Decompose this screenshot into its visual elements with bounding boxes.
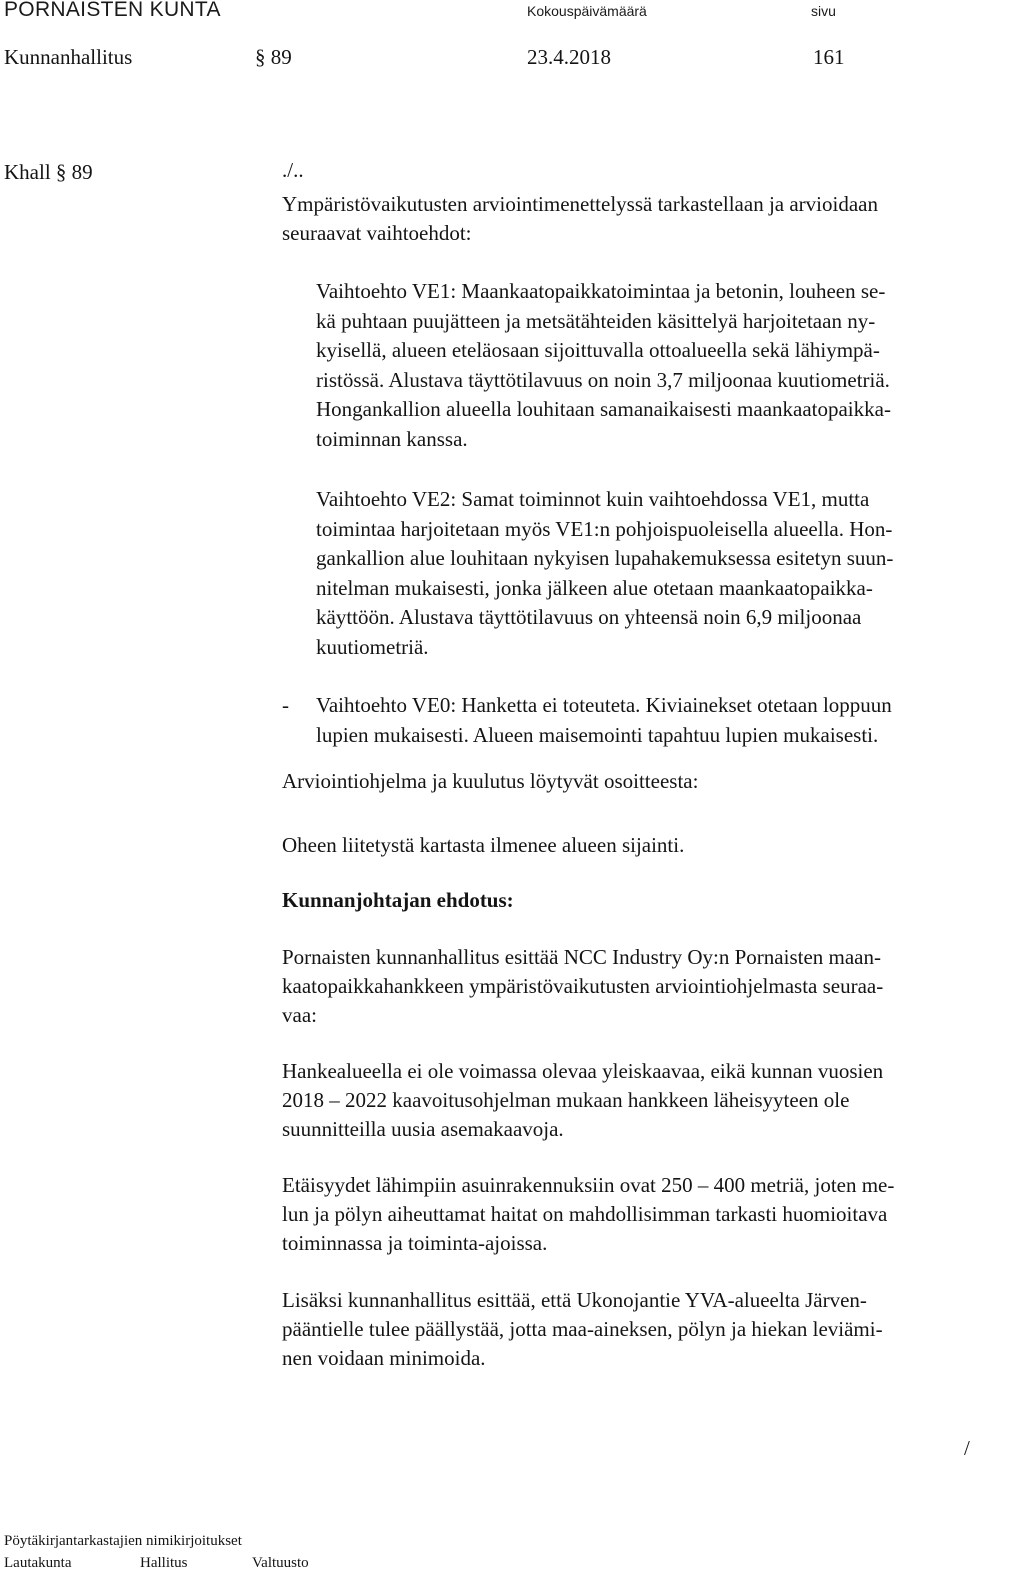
signature-hallitus: Hallitus — [140, 1555, 188, 1571]
date-label: Kokouspäivämäärä — [527, 3, 647, 19]
proposal-heading: Kunnanjohtajan ehdotus: — [282, 888, 514, 912]
proposal-paragraph-3: Etäisyydet lähimpiin asuinrakennuksiin ovat 250 – 400 metriä, joten me- lun ja pölyn aiheuttamat haitat on mahdollisimman tarkasti huomioitava toiminnassa ja toiminta-ajoissa. — [282, 1173, 895, 1255]
continues-mark: / — [964, 1436, 970, 1460]
intro-paragraph: Ympäristövaikutusten arviointimenettelyssä tarkastellaan ja arvioidaan seuraavat vaihtoehdot: — [282, 192, 878, 245]
proposal-paragraph-4: Lisäksi kunnanhallitus esittää, että Ukonojantie YVA-alueelta Järven- pääntielle tulee päällystää, jotta maa-aineksen, pölyn ja hiekan leviämi- nen voidaan minimoida. — [282, 1288, 883, 1370]
committee-name: Kunnanhallitus — [4, 45, 133, 69]
option-ve0: Vaihtoehto VE0: Hanketta ei toteuteta. Kiviainekset otetaan loppuun lupien mukaisesti. Alueen maisemointi tapahtuu lupien mukaisesti. — [316, 693, 892, 747]
program-location-paragraph: Arviointiohjelma ja kuulutus löytyvät osoitteesta: — [282, 769, 699, 793]
section-reference: Khall § 89 — [4, 160, 93, 184]
signatures-label: Pöytäkirjantarkastajien nimikirjoitukset — [4, 1533, 242, 1549]
section-number: § 89 — [255, 45, 292, 69]
option-ve1: Vaihtoehto VE1: Maankaatopaikkatoimintaa ja betonin, louheen se- kä puhtaan puujätteen ja metsätähteiden käsittelyä harjoitetaan ny- kyisellä, alueen eteläosaan sijoittuvalla ottoalueella sekä lähiympä- ristössä. Alustava täyttötilavuus on noin 3,7 miljoonaa kuutiometriä. Hongankallion alueella louhitaan samanaikaisesti maankaatopaikka- toiminnan kanssa. — [316, 279, 891, 451]
option-ve2: Vaihtoehto VE2: Samat toiminnot kuin vaihtoehdossa VE1, mutta toimintaa harjoitetaan myös VE1:n pohjoispuoleisella alueella. Hon- gankallion alue louhitaan nykyisen lupahakemuksessa esitetyn suun- nitelman mukaisesti, jonka jälkeen alue otetaan maankaatopaikka- käyttöön. Alustava täyttötilavuus on yhteensä noin 6,9 miljoonaa kuutiometriä. — [316, 487, 894, 659]
page-number: 161 — [813, 45, 845, 69]
proposal-paragraph-2: Hankealueella ei ole voimassa olevaa yleiskaavaa, eikä kunnan vuosien 2018 – 2022 kaavoitusohjelman mukaan hankkeen läheisyyteen ole suunnitteilla uusia asemakaavoja. — [282, 1059, 884, 1141]
organization-name: PORNAISTEN KUNTA — [4, 0, 221, 21]
signature-lautakunta: Lautakunta — [4, 1555, 72, 1571]
signature-valtuusto: Valtuusto — [252, 1555, 309, 1571]
continuation-mark: ./.. — [282, 158, 304, 182]
proposal-paragraph-1: Pornaisten kunnanhallitus esittää NCC Industry Oy:n Pornaisten maan- kaatopaikkahankkeen ympäristövaikutusten arviointiohjelmasta seuraa- vaa: — [282, 945, 884, 1027]
meeting-date: 23.4.2018 — [527, 45, 611, 69]
page-label: sivu — [811, 3, 836, 19]
option-ve0-bullet: - — [282, 693, 289, 717]
map-paragraph: Oheen liitetystä kartasta ilmenee alueen sijainti. — [282, 833, 685, 857]
